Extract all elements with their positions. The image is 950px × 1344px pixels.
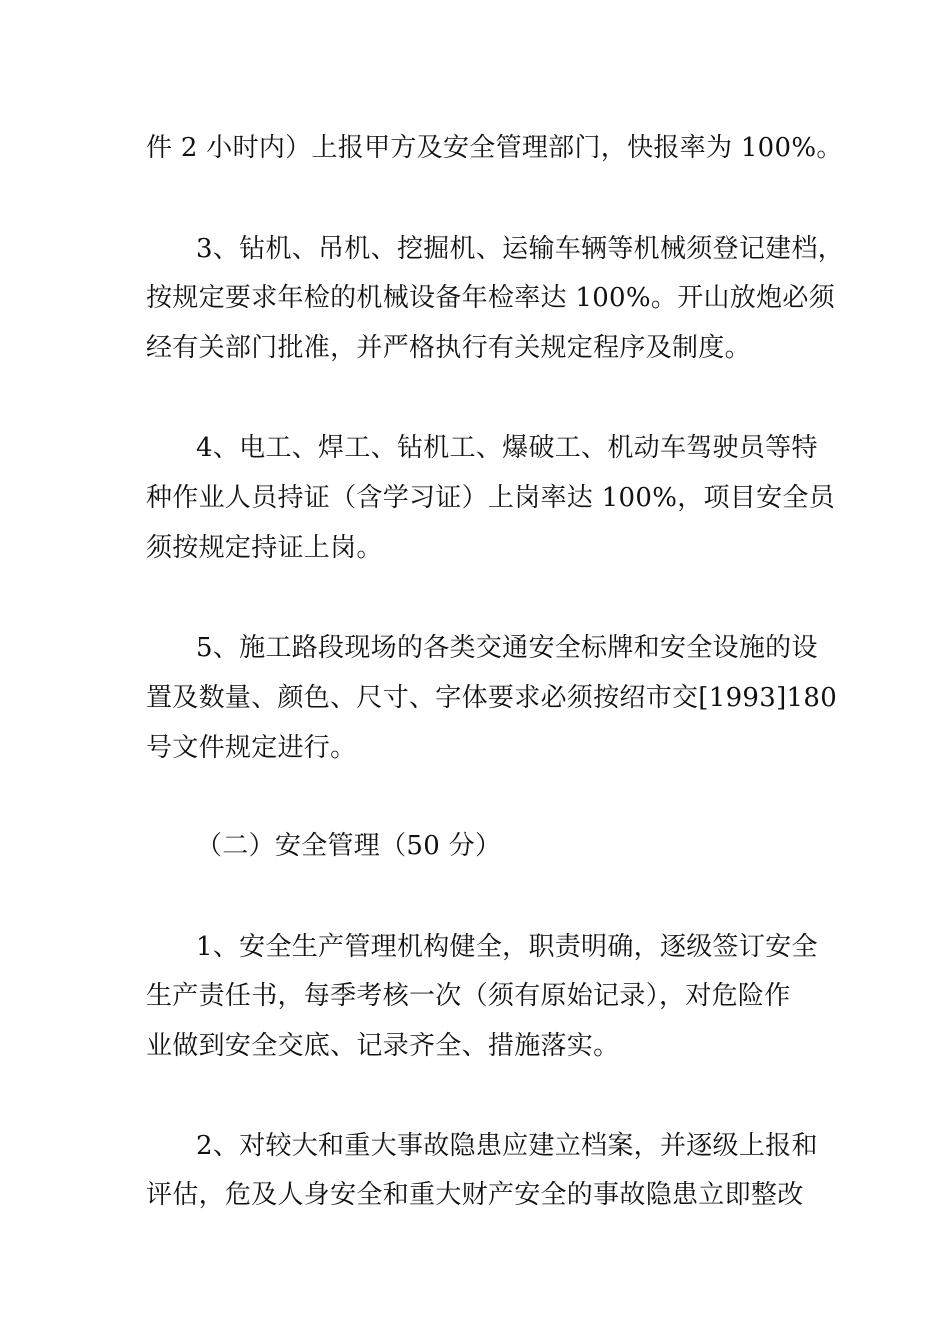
text-line: 号文件规定进行。: [146, 733, 357, 763]
text-line: 按规定要求年检的机械设备年检率达 100%。开山放炮必须: [146, 283, 835, 313]
text-line: 种作业人员持证（含学习证）上岗率达 100%，项目安全员: [146, 483, 835, 513]
text-line: 须按规定持证上岗。: [146, 533, 383, 563]
text-line: 3、钻机、吊机、挖掘机、运输车辆等机械须登记建档，: [196, 234, 845, 264]
text-line: 2、对较大和重大事故隐患应建立档案，并逐级上报和: [196, 1131, 818, 1161]
text-line: 件 2 小时内）上报甲方及安全管理部门，快报率为 100%。: [146, 133, 843, 163]
text-line: 5、施工路段现场的各类交通安全标牌和安全设施的设: [196, 633, 818, 663]
text-line: 生产责任书，每季考核一次（须有原始记录），对危险作: [146, 981, 791, 1011]
text-line: 经有关部门批准，并严格执行有关规定程序及制度。: [146, 333, 751, 363]
section-heading: （二）安全管理（50 分）: [196, 831, 502, 861]
text-line: 4、电工、焊工、钻机工、爆破工、机动车驾驶员等特: [196, 433, 818, 463]
text-line: 评估，危及人身安全和重大财产安全的事故隐患立即整改: [146, 1180, 804, 1210]
text-line: 1、安全生产管理机构健全，职责明确，逐级签订安全: [196, 932, 818, 962]
text-line: 置及数量、颜色、尺寸、字体要求必须按绍市交[1993]180: [146, 683, 838, 713]
text-line: 业做到安全交底、记录齐全、措施落实。: [146, 1031, 620, 1061]
